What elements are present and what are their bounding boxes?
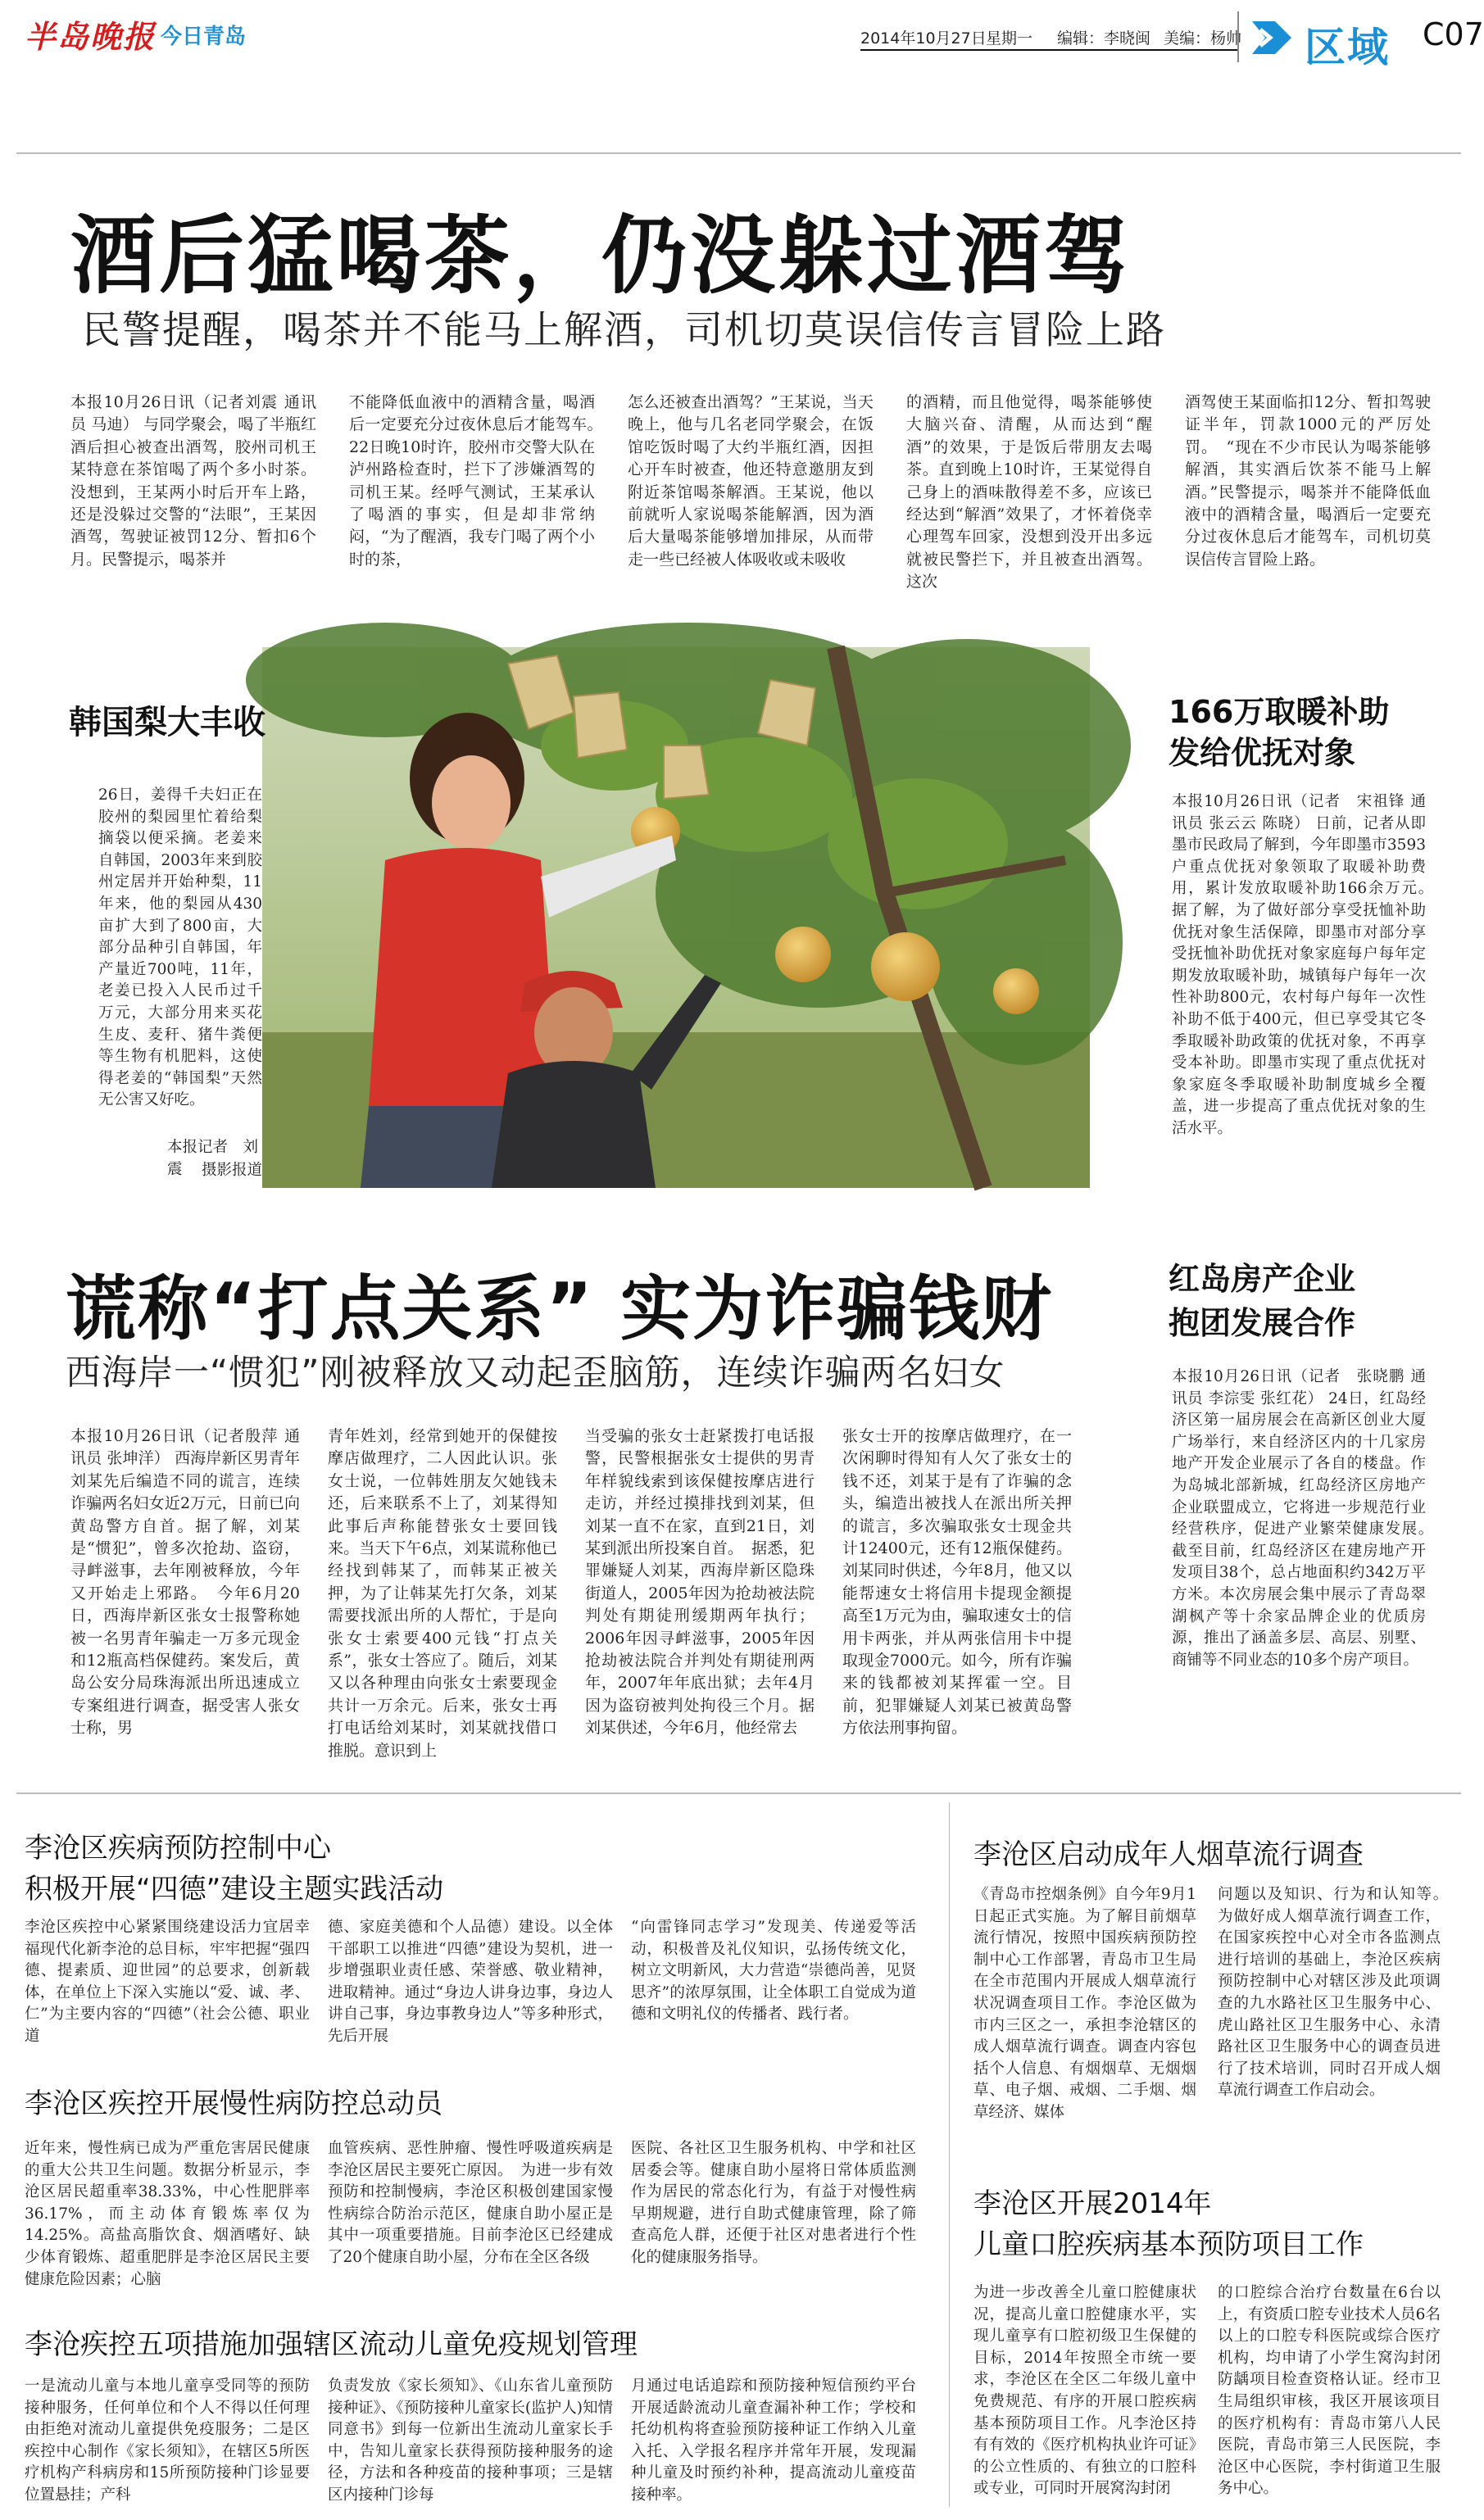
subsidy-title-line2: 发给优抚对象 — [1169, 735, 1356, 771]
subsidy-title-line1: 166万取暖补助 — [1169, 694, 1390, 730]
pear-caption: 26日，姜得千夫妇正在胶州的梨园里忙着给梨摘袋以便采摘。老姜来自韩国，2003年来到胶州定居并开始种梨，11年来，他的梨园从430亩扩大到了800亩，大部分品种引自韩国，年产量近700吨，11年，老姜已投入人民币过千万元，大部分用来买花生皮、麦秆、猪牛粪便等生物有机肥料，这使得老姜的“韩国梨”天然无公害又好吃。 — [98, 786, 262, 1109]
orchard-photo-image — [262, 647, 1090, 1188]
news-b-title: 李沧区疾控开展慢性病防控总动员 — [25, 2087, 442, 2120]
region-label: 区域 — [1305, 24, 1390, 71]
news-e-col-2: 的口腔综合治疗台数量在6台以上，有资质口腔专业技术人员6名以上的口腔专科医院或综合医疗机构，均申请了小学生窝沟封闭防龋项目检查资格认证。经市卫生局组织审核，我区开展该项目的医疗机构有：青岛市第八人民医院，青岛市第三人民医院，李沧区中心医院，李村街道卫生服务中心。 — [1218, 2284, 1441, 2498]
fraud-title: 谎称“打点关系” 实为诈骗钱财 — [66, 1268, 1053, 1350]
news-a-col-1: 李沧区疾控中心紧紧围绕建设活力宜居幸福现代化新李沧的总目标，牢牢把握“强四德、提素质、迎世园”的总要求，创新载体，在单位上下深入实施以“爱、诚、孝、仁”为主要内容的“四德”（社会公德、职业道 — [25, 1919, 310, 2045]
news-a-col-2: 德、家庭美德和个人品德）建设。以全体干部职工以推进“四德”建设为契机，进一步增强职业责任感、荣誉感、敬业精神，进取精神。通过“身边人讲身边事，身边人讲自己事，身边事教身边人”等多种形式，先后开展 — [328, 1919, 613, 2045]
realestate-title-line1: 红岛房产企业 — [1169, 1261, 1356, 1297]
news-a-title-line1: 李沧区疾病预防控制中心 — [25, 1832, 331, 1865]
lead-title: 酒后猛喝茶，仍没躲过酒驾 — [70, 206, 1133, 306]
news-d-title: 李沧区启动成年人烟草流行调查 — [973, 1838, 1364, 1871]
section-tab — [1237, 11, 1418, 71]
masthead — [0, 0, 1484, 74]
lead-col-2: 不能降低血液中的酒精含量，喝酒后一定要充分过夜休息后才能驾车。 22日晚10时许，胶州市交警大队在泸州路检查时，拦下了涉嫌酒驾的司机王某。经呼气测试，王某承认了喝酒的事实，但是却非常纳闷，“为了醒酒，我专门喝了两个小时的茶， — [349, 393, 611, 569]
lower-column-divider — [949, 1802, 950, 2507]
lead-col-4: 的酒精，而且他觉得，喝茶能够使大脑兴奋、清醒，从而达到“醒酒”的效果，于是饭后带朋友去喝茶。直到晚上10时许，王某觉得自己身上的酒味散得差不多，应该已经达到“解酒”效果了，才怀着侥幸心理驾车回家，没想到没开出多远就被民警拦下，并且被查出酒驾。这次 — [906, 393, 1152, 591]
editor-credit: 编辑：李晓闽 — [1057, 29, 1151, 48]
news-c-col-2: 负责发放《家长须知》、《山东省儿童预防接种证》、《预防接种儿童家长(监护人)知情同意书》到每一位新出生流动儿童家长手中，告知儿童家长获得预防接种服务的途径，方法和各种疫苗的接种事项；三是辖区内接种门诊每 — [328, 2377, 613, 2504]
fraud-col-4: 张女士开的按摩店做理疗，在一次闲聊时得知有人欠了张女士的钱不还，刘某于是有了诈骗的念头，编造出被找人在派出所关押的谎言，多次骗取张女士现金共计12400元，还有12瓶保健药。刘某同时供述，今年8月，他又以能帮速女士将信用卡提现金额提高至1万元为由，骗取速女士的信用卡两张，并从两张信用卡中提取现金7000元。如今，所有诈骗来的钱都被刘某挥霍一空。目前，犯罪嫌疑人刘某已被黄岛警方依法刑事拘留。 — [842, 1427, 1072, 1738]
fraud-subtitle: 西海岸一“惯犯”刚被释放又动起歪脑筋，连续诈骗两名妇女 — [66, 1353, 1005, 1394]
news-c-title: 李沧疾控五项措施加强辖区流动儿童免疫规划管理 — [25, 2328, 638, 2361]
region-arrow-icon — [1249, 18, 1295, 57]
lead-col-5: 酒驾使王某面临扣12分、暂扣驾驶证半年，罚款1000元的严厉处罚。 “现在不少市民认为喝茶能够解酒，其实酒后饮茶不能马上解酒。”民警提示，喝茶并不能降低血液中的酒精含量，喝酒后一定要充分过夜休息后才能驾车，司机切莫误信传言冒险上路。 — [1185, 393, 1431, 569]
news-e-title-line1: 李沧区开展2014年 — [973, 2187, 1212, 2220]
news-c-col-1: 一是流动儿童与本地儿童享受同等的预防接种服务，任何单位和个人不得以任何理由拒绝对流动儿童提供免疫服务；二是区疾控中心制作《家长须知》，在辖区5所医疗机构产科病房和15所预防接种门诊显要位置悬挂；产科 — [25, 2377, 310, 2504]
fraud-col-1: 本报10月26日讯（记者殷萍 通讯员 张坤洋） 西海岸新区男青年刘某先后编造不同的谎言，连续诈骗两名妇女近2万元，日前已向黄岛警方自首。据了解，刘某是“惯犯”，曾多次抢劫、盗窃，寻衅滋事，去年刚被释放，今年又开始走上邪路。 今年6月20日，西海岸新区张女士报警称她被一名男青年骗走一万多元现金和12瓶高档保健药。案发后，黄岛公安分局珠海派出所迅速成立专案组进行调查，据受害人张女士称，男 — [70, 1427, 300, 1738]
fraud-col-2: 青年姓刘，经常到她开的保健按摩店做理疗，二人因此认识。张女士说，一位韩姓朋友欠她钱未还，后来联系不上了，刘某得知此事后声称能替张女士要回钱来。当天下午6点，刘某谎称他已经找到韩某了，而韩某正被关押，为了让韩某先打欠条，刘某需要找派出所的人帮忙，于是向张女士索要400元钱“打点关系”，张女士答应了。随后，刘某又以各种理由向张女士索要现金共计一万余元。后来，张女士再打电话给刘某时，刘某就找借口推脱。意识到上 — [328, 1427, 557, 1760]
realestate-title-line2: 抱团发展合作 — [1169, 1305, 1356, 1341]
news-e-col-1: 为进一步改善全儿童口腔健康状况，提高儿童口腔健康水平，实现儿童享有口腔初级卫生保健的目标，2014年按照全市统一要求，李沧区在全区二年级儿童中免费规范、有序的开展口腔疾病基本预防项目工作。凡李沧区持有有效的《医疗机构执业许可证》的公立性质的、有独立的口腔科或专业，可同时开展窝沟封闭 — [973, 2284, 1196, 2498]
lower-divider — [16, 1793, 1461, 1794]
section-name: 今日青岛 — [161, 25, 247, 49]
lead-subtitle: 民警提醒，喝茶并不能马上解酒，司机切莫误信传言冒险上路 — [82, 308, 1166, 353]
top-divider — [16, 152, 1461, 154]
news-e-title-line2: 儿童口腔疾病基本预防项目工作 — [973, 2228, 1364, 2261]
news-c-col-3: 月通过电话追踪和预防接种短信预约平台开展适龄流动儿童查漏补种工作；学校和托幼机构将查验预防接种证工作纳入儿童入托、入学报名程序并常年开展，发现漏种儿童及时预约补种，提高流动儿童疫苗接种率。 — [631, 2377, 916, 2504]
news-d-col-2: 问题以及知识、行为和认知等。 为做好成人烟草流行调查工作，在国家疾控中心对全市各监测点进行培训的基础上，李沧区疾病预防控制中心对辖区涉及此项调查的九水路社区卫生服务中心、虎山路社区卫生服务中心、永清路社区卫生服务中心的调查员进行了技术培训，同时召开成人烟草流行调查工作启动会。 — [1218, 1886, 1456, 2100]
newspaper-logo: 半岛晚报 — [25, 19, 157, 55]
news-b-col-2: 血管疾病、恶性肿瘤、慢性呼吸道疾病是李沧区居民主要死亡原因。 为进一步有效预防和控制慢病，李沧区积极创建国家慢性病综合防治示范区，健康自助小屋正是其中一项重要措施。目前李沧区已经建成了20个健康自助小屋，分布在全区各级 — [328, 2140, 613, 2266]
news-d-col-1: 《青岛市控烟条例》自今年9月1日起正式实施。为了解目前烟草流行情况，按照中国疾病预防控制中心工作部署，青岛市卫生局在全市范围内开展成人烟草流行状况调查项目工作。李沧区做为市内三区之一，承担李沧辖区的成人烟草流行调查。调查内容包括个人信息、有烟烟草、无烟烟草、电子烟、戒烟、二手烟、烟草经济、媒体 — [973, 1886, 1196, 2121]
pear-title: 韩国梨大丰收 — [69, 704, 265, 741]
lead-col-3: 怎么还被查出酒驾？”王某说，当天晚上，他与几名老同学聚会，在饭馆吃饭时喝了大约半瓶红酒，因担心开车时被查，他还特意邀朋友到附近茶馆喝茶解酒。王某说，他以前就听人家说喝茶能解酒，因为酒后大量喝茶能够增加排尿，从而带走一些已经被人体吸收或未吸收 — [628, 393, 874, 569]
page-number: C07 — [1423, 16, 1484, 52]
pear-credit-photo: 摄影报道 — [202, 1162, 263, 1179]
pear-credit-reporter: 本报记者 刘震 — [167, 1139, 259, 1178]
designer-credit: 美编：杨帅 — [1164, 29, 1242, 48]
realestate-body: 本报10月26日讯（记者 张晓鹏 通讯员 李淙雯 张红花） 24日，红岛经济区第一届房展会在高新区创业大厦广场举行，来自经济区内的十几家房地产开发企业展示了各自的楼盘。作为岛城北部新城，红岛经济区房地产企业联盟成立，它将进一步规范行业经营秩序，促进产业繁荣健康发展。 截至目前，红岛经济区在建房地产开发项目38个，总占地面积约342万平方米。本次房展会集中展示了青岛翠湖枫产等十余家品牌企业的优质房源，推出了涵盖多层、高层、别墅、商铺等不同业态的10多个房产项目。 — [1172, 1368, 1441, 1669]
subsidy-body: 本报10月26日讯（记者 宋祖锋 通讯员 张云云 陈晓） 日前，记者从即墨市民政局了解到，今年即墨市3593户重点优抚对象领取了取暖补助费用，累计发放取暖补助166余万元。 据了解，为了做好部分享受抚恤补助优抚对象生活保障，即墨市对部分享受抚恤补助优抚对象家庭每户每年定期发放取暖补助，城镇每户每年一次性补助800元，农村每户每年一次性补助不低于400元，但已享受其它冬季取暖补助政策的优抚对象，不再享受本补助。即墨市实现了重点优抚对象家庭冬季取暖补助制度城乡全覆盖，进一步提高了重点优抚对象的生活水平。 — [1172, 793, 1441, 1137]
masthead-rule — [860, 49, 1237, 51]
weekday: 星期一 — [986, 29, 1033, 48]
fraud-col-3: 当受骗的张女士赶紧拨打电话报警，民警根据张女士提供的男青年样貌线索到该保健按摩店进行走访，并经过摸排找到刘某，但刘某一直不在家，直到21日，刘某到派出所投案自首。 据悉，犯罪嫌疑人刘某，西海岸新区隐珠街道人，2005年因为抢劫被法院判处有期徒刑缓期两年执行；2006年因寻衅滋事，2005年因抢劫被法院合并判处有期徒刑两年，2007年年底出狱；去年4月因为盗窃被判处拘役三个月。据刘某供述，今年6月，他经常去 — [585, 1427, 815, 1738]
news-b-col-3: 医院、各社区卫生服务机构、中学和社区居委会等。健康自助小屋将日常体质监测作为居民的常态化行为，有益于对慢性病早期规避，进行自助式健康管理，除了筛查高危人群，还便于社区对患者进行个性化的健康服务指导。 — [631, 2140, 916, 2266]
pear-photo — [262, 647, 1090, 1188]
news-a-title-line2: 积极开展“四德”建设主题实践活动 — [25, 1873, 444, 1906]
issue-date: 2014年10月27日 — [860, 29, 987, 48]
news-a-col-3: “向雷锋同志学习”发现美、传递爱等活动，积极普及礼仪知识，弘扬传统文化，树立文明新风，大力营造“崇德尚善，见贤思齐”的浓厚氛围，让全体职工自觉成为道德和文明礼仪的传播者、践行者。 — [631, 1919, 916, 2024]
lead-col-1: 本报10月26日讯（记者刘震 通讯员 马迪） 与同学聚会，喝了半瓶红酒后担心被查出酒驾，胶州司机王某特意在茶馆喝了两个多小时茶。没想到，王某两小时后开车上路，还是没躲过交警的“法眼”，王某因酒驾，驾驶证被罚12分、暂扣6个月。民警提示，喝茶并 — [70, 393, 316, 569]
news-b-col-1: 近年来，慢性病已成为严重危害居民健康的重大公共卫生问题。数据分析显示，李沧区居民超重率38.33%，中心性肥胖率36.17%，而主动体育锻炼率仅为14.25%。高盐高脂饮食、烟酒嗜好、缺少体育锻炼、超重肥胖是李沧区居民主要健康危险因素；心脑 — [25, 2140, 310, 2288]
pear-text-panel — [64, 647, 264, 1188]
